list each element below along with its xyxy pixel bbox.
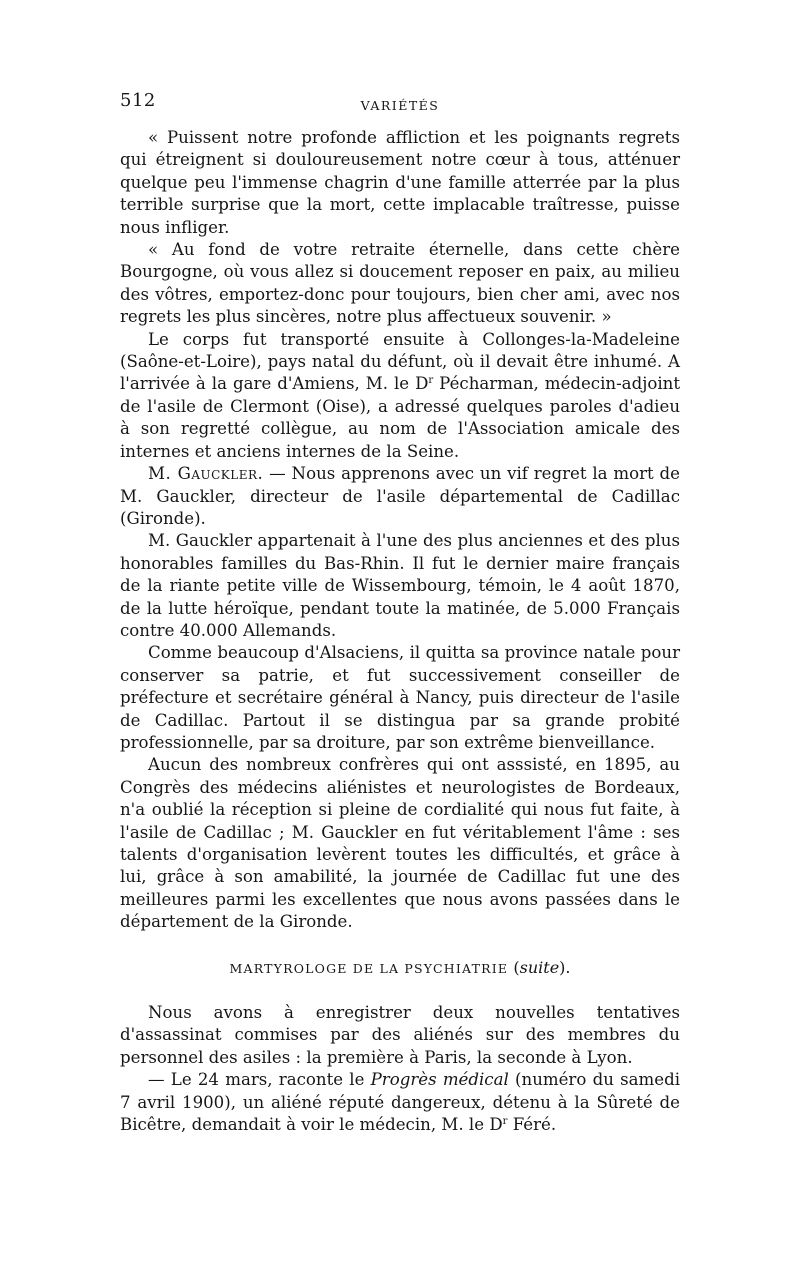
gauckler-lead: M. Gauckler. xyxy=(148,464,264,484)
paragraph-2: « Au fond de votre retraite éternelle, dans cette chère Bourgogne, où vous allez si doucement reposer en paix, au milieu des vôtres, emportez-donc pour toujours, bien cher ami, avec nos regrets les plus sincères, notre plus affectueux souvenir. » xyxy=(120,240,680,327)
section-open-paren: ( xyxy=(513,957,520,977)
running-head: VARIÉTÉS xyxy=(360,98,440,113)
paragraph-9 xyxy=(120,1069,680,1136)
section-title-text: MARTYROLOGE DE LA PSYCHIATRIE xyxy=(229,960,509,976)
paragraph-8: Nous avons à enregistrer deux nouvelles tentatives d'assassinat commises par des aliénés sur des membres du personnel des asiles : la première à Paris, la seconde à Lyon. xyxy=(120,1003,680,1067)
section-suite: suite xyxy=(519,957,560,977)
paragraph-3-text-b: Pécharman, médecin-adjoint de l'asile de Clermont (Oise), a adressé quelques paroles d'adieu à son regretté collègue, au nom de l'Association amicale des internes et anciens internes de la Seine. xyxy=(120,374,680,461)
paragraph-3 xyxy=(120,329,680,463)
paragraph-6: Comme beaucoup d'Alsaciens, il quitta sa province natale pour conserver sa patrie, et fut successivement conseiller de préfecture et secrétaire général à Nancy, puis directeur de l'asile de Cadillac. Partout il se distingua par sa grande probité professionnelle, par sa droiture, par son extrême bienveillance. xyxy=(120,643,680,752)
page-number: 512 xyxy=(120,90,156,111)
body-text xyxy=(120,127,680,1136)
page-header xyxy=(120,90,680,122)
section-close-paren: ). xyxy=(559,957,571,977)
paragraph-9-text-b: (numéro du samedi 7 avril 1900), un aliéné réputé dangereux, détenu à la Sûreté de Bicêtre, demandait à voir le médecin, M. le D xyxy=(120,1070,680,1135)
paragraph-1: « Puissent notre profonde affliction et les poignants regrets qui étreignent si douloureusement notre cœur à tous, atténuer quelque peu l'immense chagrin d'une famille atterrée par la plus terrible surprise que la mort, cette implacable traîtresse, puisse nous infliger. xyxy=(120,128,680,237)
paragraph-9-text-a: — Le 24 mars, raconte le xyxy=(148,1070,371,1090)
paragraph-4 xyxy=(120,463,680,530)
doctor-superscript: r xyxy=(428,375,434,387)
journal-title: Progrès médical xyxy=(370,1070,509,1090)
paragraph-3-text-a: Le corps fut transporté ensuite à Collonges-la-Madeleine (Saône-et-Loire), pays natal du défunt, où il devait être inhumé. A l'arrivée à la gare d'Amiens, M. le D xyxy=(120,329,680,394)
paragraph-9-text-c: Féré. xyxy=(507,1115,557,1135)
section-title xyxy=(120,957,680,980)
book-page xyxy=(120,90,680,1136)
paragraph-4-text: — Nous apprenons avec un vif regret la mort de M. Gauckler, directeur de l'asile départemental de Cadillac (Gironde). xyxy=(120,464,680,528)
paragraph-5: M. Gauckler appartenait à l'une des plus anciennes et des plus honorables familles du Bas-Rhin. Il fut le dernier maire français de la riante petite ville de Wissembourg, témoin, le 4 août 1870, de la lutte héroïque, pendant toute la matinée, de 5.000 Français contre 40.000 Allemands. xyxy=(120,531,680,640)
paragraph-7: Aucun des nombreux confrères qui ont asssisté, en 1895, au Congrès des médecins aliénistes et neurologistes de Bordeaux, n'a oublié la réception si pleine de cordialité qui nous fut faite, à l'asile de Cadillac ; M. Gauckler en fut véritablement l'âme : ses talents d'organisation levèrent toutes les difficultés, et grâce à lui, grâce à son amabilité, la journée de Cadillac fut une des meilleures parmi les excellentes que nous avons passées dans le département de la Gironde. xyxy=(120,755,680,932)
doctor-superscript-2: r xyxy=(502,1116,508,1128)
